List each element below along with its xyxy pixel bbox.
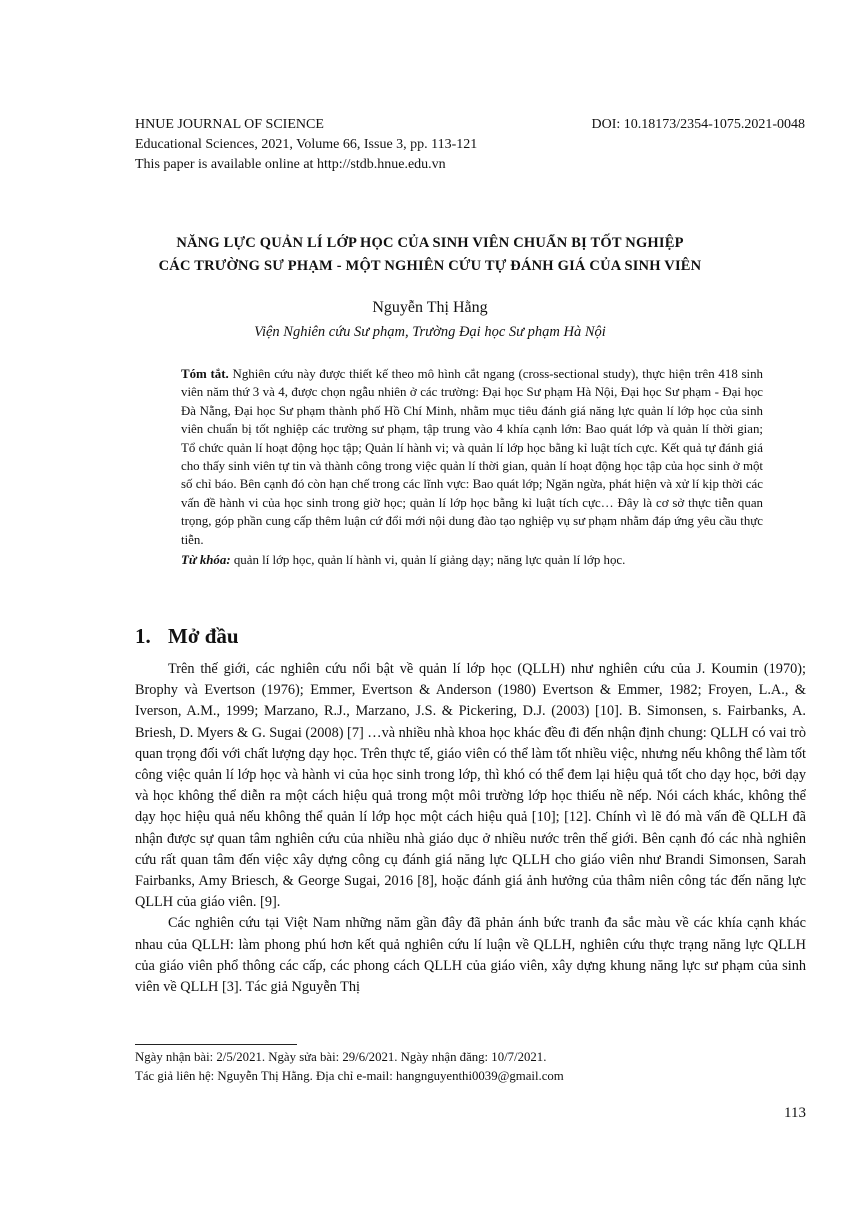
body-paragraph: Các nghiên cứu tại Việt Nam những năm gần đây đã phản ánh bức tranh đa sắc màu về các khía cạnh khác nhau của QLLH: làm phong phú hơn kết quả nghiên cứu lí luận về QLLH, nghiên cứu thực trạng năng lực QLLH của giáo viên phổ thông các cấp, các phong cách QLLH của giáo viên, xây dựng khung năng lực sư phạm của sinh viên về QLLH [3]. Tác giả Nguyễn Thị <box>135 915 806 996</box>
author-affiliation: Viện Nghiên cứu Sư phạm, Trường Đại học Sư phạm Hà Nội <box>254 324 606 340</box>
abstract-text: Nghiên cứu này được thiết kế theo mô hình cắt ngang (cross-sectional study), thực hiện trên 418 sinh viên năm thứ 3 và 4, được chọn ngẫu nhiên ở các trường: Đại học Sư phạm Hà Nội, Đại học Sư phạm - Đại học Đà Nẵng, Đại học Sư phạm thành phố Hồ Chí Minh, nhằm mục tiêu đánh giá năng lực quản lí lớp học của sinh viên chuẩn bị tốt nghiệp các trường sư phạm, tập trung vào 4 khía cạnh lớn: Bao quát lớp và quản lí thời gian; Tổ chức quản lí hoạt động học tập; Quản lí hành vi; và quản lí lớp học bằng kỉ luật tích cực. Kết quả tự đánh giá cho thấy sinh viên tự tin và thành công trong việc quản lí thời gian, quản lí hoạt động học tập của học sinh ở một số chỉ báo. Bên cạnh đó còn hạn chế trong các lĩnh vực: Bao quát lớp; Ngăn ngừa, phát hiện và xử lí kịp thời các vấn đề hành vi của học sinh trong giờ học; quản lí lớp học bằng kỉ luật tích cực… Đây là cơ sở thực tiễn quan trọng, góp phần cung cấp thêm luận cứ đổi mới nội dung đào tạo nghiệp vụ sư phạm nhằm đáp ứng yêu cầu thực tiễn. <box>181 367 763 547</box>
section-number: 1. <box>135 624 151 648</box>
journal-name: HNUE JOURNAL OF SCIENCE <box>135 117 324 132</box>
page-number: 113 <box>784 1105 806 1121</box>
paper-title <box>100 232 760 278</box>
title-line-1: NĂNG LỰC QUẢN LÍ LỚP HỌC CỦA SINH VIÊN CHUẨN BỊ TỐT NGHIỆP <box>176 235 684 251</box>
body-paragraph: Trên thế giới, các nghiên cứu nổi bật về quản lí lớp học (QLLH) như nghiên cứu của J. Koumin (1970); Brophy và Evertson (1976); Emmer, Evertson & Anderson (1980) Evertson & Emmer, 1982; Froyen, L.A., & Iverson, A.M., 1999; Marzano, R.J., Marzano, J.S. & Pickering, D.J. (2003) [10]. B. Simonsen, s. Fairbanks, A. Briesh, D. Myers & G. Sugai (2008) [7] …và nhiều nhà khoa học khác đều đi đến nhận định chung: QLLH có vai trò quan trọng đối với chất lượng dạy học. Trên thực tế, giáo viên có thể làm tốt nhiều việc, nhưng nếu không thể làm tốt công việc quản lí lớp học và hành vi của học sinh trong lớp, thì khó có thể đem lại hiệu quả tốt cho dạy học, bởi dạy và học không thể diễn ra một cách hiệu quả trong một môi trường lớp học thiếu nề nếp. Nói cách khác, không thể dạy học hiệu quả nếu không thể quản lí lớp học một cách hiệu quả [10]; [12]. Chính vì lẽ đó mà vấn đề QLLH đã nhận được sự quan tâm nghiên cứu của nhiều nhà giáo dục ở nhiều nước trên thế giới. Bên cạnh đó các nhà nghiên cứu rất quan tâm đến việc xây dựng công cụ đánh giá năng lực QLLH cho giáo viên như Brandi Simonsen, Sarah Fairbanks, Amy Briesch, & George Sugai, 2016 [8], hoặc đánh giá ảnh hưởng của thâm niên công tác đến năng lực QLLH của giáo viên. [9]. <box>135 661 807 911</box>
abstract-label: Tóm tắt. <box>181 367 229 381</box>
footnote-dates: Ngày nhận bài: 2/5/2021. Ngày sửa bài: 29/6/2021. Ngày nhận đăng: 10/7/2021. <box>135 1050 547 1064</box>
abstract <box>181 365 763 569</box>
abstract-body <box>181 365 763 549</box>
section-heading <box>135 624 239 649</box>
title-line-2: CÁC TRƯỜNG SƯ PHẠM - MỘT NGHIÊN CỨU TỰ ĐÁNH GIÁ CỦA SINH VIÊN <box>158 258 702 274</box>
footnote-divider <box>135 1044 297 1045</box>
body-text <box>135 659 806 998</box>
online-availability: This paper is available online at http://stdb.hnue.edu.vn <box>135 157 446 172</box>
section-title: Mở đầu <box>168 624 239 648</box>
journal-header <box>135 115 805 175</box>
keywords-text: quản lí lớp học, quản lí hành vi, quản lí giảng dạy; năng lực quản lí lớp học. <box>230 553 626 568</box>
footnote-contact: Tác giả liên hệ: Nguyễn Thị Hằng. Địa chỉ e-mail: hangnguyenthi0039@gmail.com <box>135 1069 564 1083</box>
keywords <box>181 551 763 569</box>
doi-text[interactable]: DOI: 10.18173/2354-1075.2021-0048 <box>591 117 805 132</box>
footnotes <box>135 1048 805 1086</box>
issue-info: Educational Sciences, 2021, Volume 66, Issue 3, pp. 113-121 <box>135 137 478 152</box>
keywords-label: Từ khóa: <box>181 553 231 568</box>
author-name: Nguyễn Thị Hằng <box>372 299 488 316</box>
